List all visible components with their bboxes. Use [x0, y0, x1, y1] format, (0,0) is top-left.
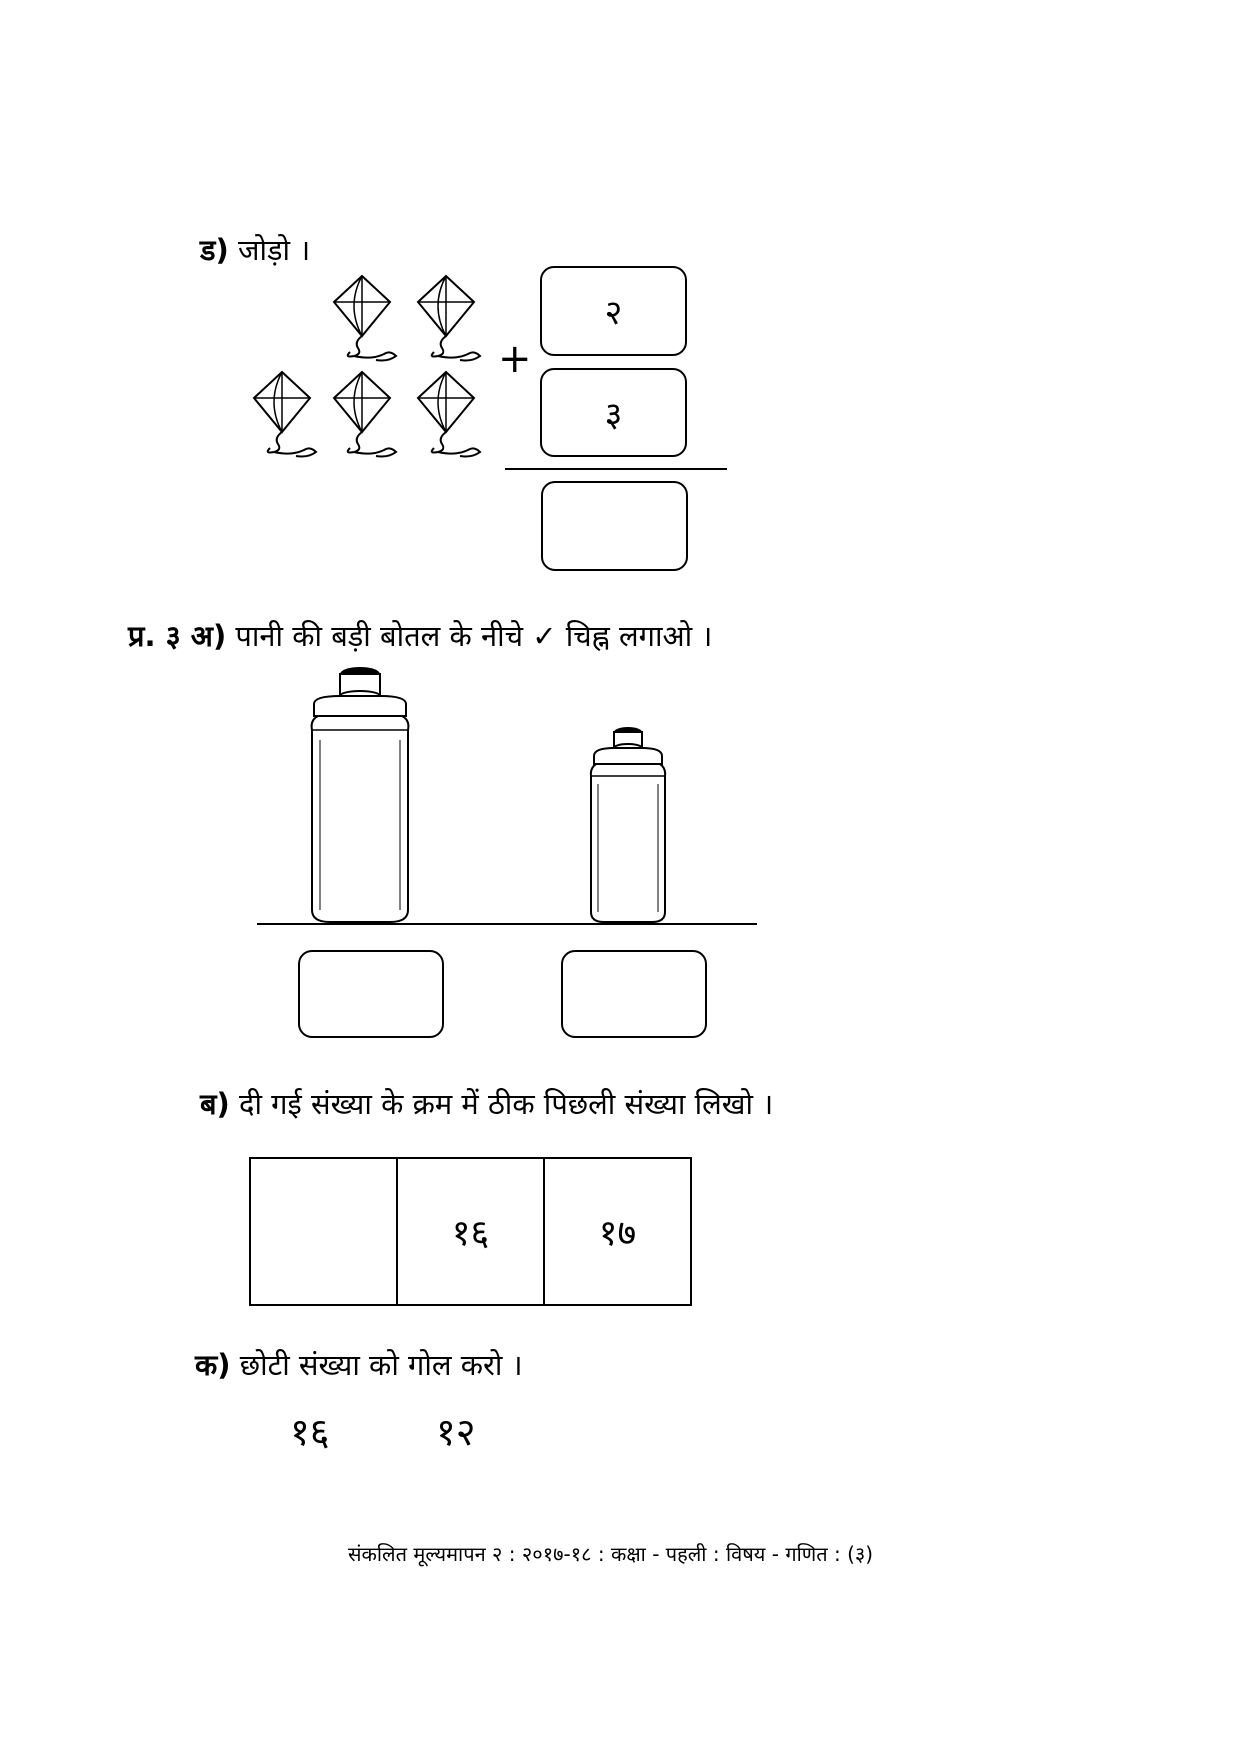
question-d-heading [200, 230, 310, 269]
small-bottle-tick-box[interactable] [561, 950, 707, 1038]
kite-icon [254, 372, 316, 457]
addend-box-2: ३ [540, 368, 687, 457]
question-b-text: दी गई संख्या के क्रम में ठीक पिछली संख्या लिखो । [239, 1087, 774, 1121]
question-k-text: छोटी संख्या को गोल करो । [239, 1348, 523, 1382]
kites-illustration [240, 270, 500, 470]
question-3a-heading [128, 616, 712, 655]
sequence-cell-blank[interactable] [251, 1159, 398, 1304]
big-bottle-tick-box[interactable] [298, 950, 444, 1038]
question-k-heading [195, 1345, 523, 1384]
big-bottle [312, 667, 409, 922]
question-b-label: ब) [200, 1087, 230, 1121]
number-option[interactable]: १६ [290, 1410, 330, 1454]
question-3a-text-before: पानी की बड़ी बोतल के नीचे [235, 619, 524, 653]
question-b-heading [200, 1084, 773, 1123]
small-bottle [591, 727, 665, 922]
question-d-label: ड) [200, 233, 229, 267]
kite-icon [334, 276, 396, 361]
question-d-text: जोड़ो । [238, 233, 311, 267]
tick-icon: ✓ [532, 619, 557, 653]
addend-box-1: २ [540, 266, 687, 356]
page-footer: संकलित मूल्यमापन २ : २०१७-१८ : कक्षा - पहली : विषय - गणित : (३) [348, 1542, 874, 1566]
question-k-label: क) [195, 1348, 231, 1382]
sequence-cell: १७ [598, 1213, 637, 1254]
answer-box[interactable] [541, 481, 688, 571]
question-3a-text-after: चिह्न लगाओ । [565, 619, 713, 653]
plus-sign: + [498, 336, 532, 382]
kite-icon [334, 372, 396, 457]
number-option[interactable]: १२ [436, 1410, 476, 1454]
bottles-illustration [250, 660, 770, 930]
question-3a-label: प्र. ३ अ) [128, 619, 227, 653]
sum-line [505, 468, 727, 470]
kite-icon [418, 276, 480, 361]
kite-icon [418, 372, 480, 457]
sequence-cell: १६ [398, 1159, 545, 1304]
sequence-table [249, 1157, 692, 1306]
